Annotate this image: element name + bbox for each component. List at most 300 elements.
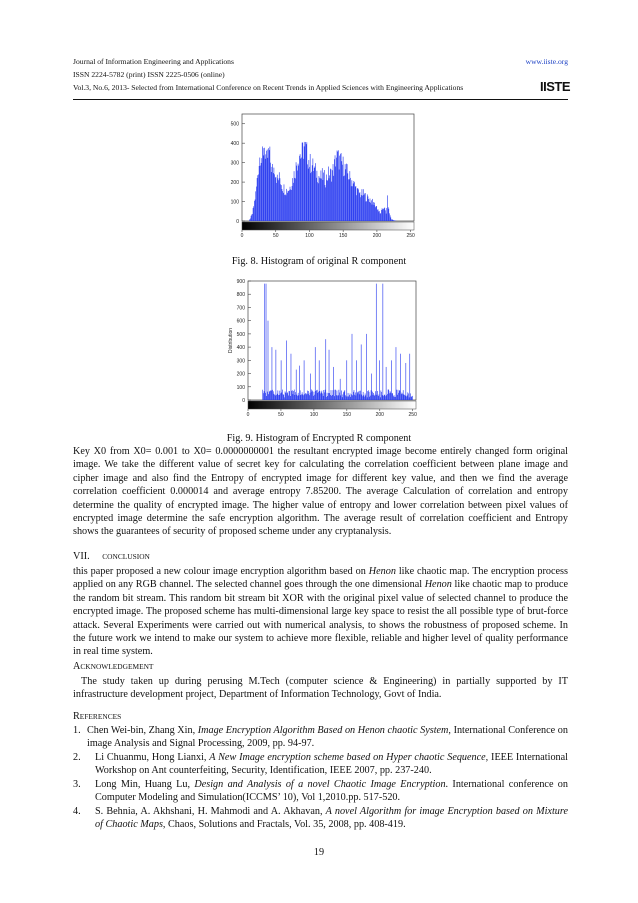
histogram-bar	[346, 164, 347, 221]
histogram-bar	[386, 214, 387, 221]
histogram-bar	[270, 163, 271, 221]
histogram-bar	[353, 183, 354, 221]
histogram-bar	[335, 390, 336, 400]
histogram-bar	[356, 186, 357, 221]
histogram-bar	[387, 394, 388, 400]
histogram-bar	[321, 392, 322, 400]
histogram-bar	[318, 183, 319, 221]
histogram-bar	[312, 165, 313, 221]
histogram-bar	[302, 142, 303, 221]
histogram-bar	[320, 393, 321, 400]
reference-item	[73, 778, 568, 805]
acknowledgement-heading	[73, 661, 153, 672]
histogram-bar	[292, 178, 293, 221]
histogram-bar	[395, 220, 396, 221]
histogram-bar	[367, 397, 368, 400]
conclusion-paragraph	[73, 565, 568, 659]
histogram-bar	[386, 208, 387, 221]
histogram-bar	[354, 395, 355, 400]
histogram-bar	[331, 396, 332, 400]
histogram-bar	[372, 205, 373, 221]
histogram-bar	[264, 391, 265, 400]
histogram-bar	[275, 178, 276, 221]
histogram-bar	[350, 178, 351, 221]
histogram-bar	[280, 184, 281, 221]
histogram-bar	[314, 395, 315, 400]
reference-text: S. Behnia, A. Akhshani, H. Mahmodi and A. Akhavan, A novel Algorithm for image Encryption based on Mixture of Chaotic Maps, Chaos, Solutions and Fractals, Vol. 35, 2008, pp. 408-419.	[95, 806, 568, 831]
histogram-bar	[299, 156, 300, 221]
histogram-bar	[278, 395, 279, 400]
histogram-bar	[287, 392, 288, 400]
histogram-bar	[381, 392, 382, 400]
histogram-bar	[362, 396, 363, 400]
acknowledgement-text: The study taken up during perusing M.Tech (computer science & Engineering) in partially supported by IT infrastructure development project, Department of Information Technology, Govt of India.	[73, 676, 568, 701]
x-tick-label: 50	[272, 233, 279, 239]
histogram-bar	[325, 339, 326, 400]
histogram-bar	[323, 180, 324, 221]
histogram-bar	[277, 394, 278, 400]
reference-text: Li Chuanmu, Hong Lianxi, A New Image encryption scheme based on Hyper chaotic Sequence, IEEE International Workshop on Ant counterfeiting, Security, Identification, IEEE 2007, pp. 237-240.	[95, 752, 568, 777]
histogram-bar	[322, 393, 323, 400]
histogram-bar	[407, 392, 408, 400]
histogram-bar	[295, 392, 296, 400]
histogram-bar	[310, 154, 311, 221]
histogram-bar	[302, 143, 303, 221]
histogram-bar	[346, 396, 347, 400]
histogram-bar	[333, 176, 334, 221]
histogram-bar	[316, 390, 317, 400]
histogram-bar	[371, 200, 372, 221]
histogram-bar	[336, 395, 337, 400]
histogram-bar	[263, 393, 264, 400]
conclusion-text-2: like chaotic map. The encryption process applied on any RGB channel. The selected channel goes through the one dimensional	[73, 566, 568, 591]
histogram-bar	[339, 390, 340, 400]
histogram-bar	[319, 176, 320, 221]
histogram-bar	[276, 350, 277, 400]
histogram-bar	[372, 392, 373, 400]
histogram-bar	[325, 390, 326, 400]
histogram-bar	[356, 360, 357, 400]
histogram-bar	[352, 180, 353, 221]
histogram-bar	[262, 390, 263, 400]
histogram-bar	[390, 391, 391, 400]
histogram-bar	[271, 172, 272, 221]
histogram-bar	[398, 390, 399, 400]
histogram-bar	[409, 354, 410, 400]
histogram-bar	[352, 334, 353, 400]
histogram-bar	[342, 165, 343, 221]
histogram-bar	[368, 196, 369, 221]
histogram-bar	[349, 395, 350, 400]
histogram-bar	[280, 178, 281, 221]
histogram-bar	[306, 393, 307, 400]
histogram-bar	[284, 195, 285, 221]
histogram-bar	[297, 171, 298, 221]
histogram-bar	[328, 393, 329, 400]
histogram-bar	[264, 155, 265, 221]
histogram-bar	[393, 220, 394, 221]
histogram-bar	[286, 189, 287, 221]
histogram-bar	[370, 203, 371, 221]
histogram-bar	[389, 213, 390, 221]
histogram-bar	[308, 394, 309, 400]
x-tick-label: 50	[278, 412, 284, 418]
histogram-bar	[257, 175, 258, 221]
histogram-bar	[365, 395, 366, 400]
histogram-bar	[342, 397, 343, 400]
section-title: CONCLUSION	[102, 552, 150, 561]
histogram-bar	[335, 166, 336, 221]
histogram-bar	[292, 186, 293, 221]
histogram-bar	[366, 334, 367, 400]
histogram-bar	[378, 209, 379, 221]
histogram-bar	[299, 395, 300, 400]
histogram-bar	[323, 396, 324, 400]
histogram-bar	[310, 374, 311, 400]
histogram-bar	[354, 181, 355, 221]
histogram-bar	[288, 395, 289, 400]
histogram-bar	[390, 215, 391, 221]
histogram-bar	[267, 150, 268, 221]
histogram-bar	[323, 173, 324, 221]
histogram-bar	[281, 185, 282, 221]
histogram-bar	[272, 347, 273, 400]
histogram-bar	[350, 393, 351, 400]
histogram-bar	[403, 390, 404, 400]
histogram-bar	[383, 209, 384, 221]
histogram-bar	[359, 193, 360, 221]
histogram-bar	[293, 183, 294, 221]
histogram-bar	[272, 390, 273, 400]
histogram-bar	[360, 391, 361, 400]
histogram-bar	[298, 393, 299, 400]
reference-number: 2.	[73, 752, 81, 763]
histogram-bar	[332, 170, 333, 221]
histogram-bar	[313, 171, 314, 221]
histogram-bar	[260, 166, 261, 221]
histogram-bar	[301, 158, 302, 221]
histogram-bar	[354, 390, 355, 400]
histogram-bar	[285, 391, 286, 400]
histogram-bar	[285, 195, 286, 221]
histogram-bar	[356, 195, 357, 221]
histogram-bar	[393, 220, 394, 221]
conclusion-text-1: this paper proposed a new colour image encryption algorithm based on	[73, 566, 369, 577]
histogram-bar	[367, 391, 368, 400]
histogram-bar	[326, 175, 327, 221]
figure-8-histogram	[228, 110, 418, 245]
volume: Vol.3, No.6, 2013- Selected from International Conference on Recent Trends in Applied Sciences with Engineering Applications	[73, 83, 464, 92]
journal-url[interactable]: www.iiste.org	[525, 57, 568, 66]
histogram-bar	[375, 395, 376, 400]
histogram-bar	[304, 146, 305, 221]
histogram-bar	[329, 178, 330, 221]
histogram-bar	[338, 395, 339, 400]
histogram-bar	[281, 360, 282, 400]
histogram-bar	[344, 391, 345, 400]
histogram-bar	[264, 148, 265, 221]
histogram-bar	[284, 397, 285, 400]
histogram-bar	[366, 201, 367, 221]
histogram-bar	[302, 392, 303, 400]
histogram-bar	[307, 164, 308, 221]
histogram-bar	[318, 392, 319, 400]
histogram-bar	[381, 390, 382, 400]
histogram-bar	[369, 392, 370, 400]
histogram-bar	[376, 284, 377, 400]
histogram-bar	[258, 174, 259, 221]
histogram-bar	[308, 391, 309, 400]
histogram-bar	[291, 391, 292, 400]
histogram-bar	[255, 191, 256, 221]
histogram-bar	[279, 172, 280, 221]
histogram-bar	[337, 390, 338, 400]
histogram-bar	[371, 390, 372, 400]
histogram-bar	[253, 206, 254, 221]
figure-9-histogram	[226, 278, 420, 418]
histogram-bar	[344, 176, 345, 221]
histogram-bar	[362, 189, 363, 221]
histogram-bar	[301, 395, 302, 400]
conclusion-text-3: like chaotic map to produce the random bit stream. This random bit stream bit XOR with the original pixel value of selected channel to produce the encrypted image. The proposed scheme has multi-dimensional large key space to resist the all possible type of brut-force attack. Several Experiments were carried out with numerical analysis, to shows the robustness of proposed scheme. In the future work we intend to make our system to achieve more flexible, reliable and higher level of quality performance in real time system.	[73, 579, 568, 658]
histogram-bar	[302, 394, 303, 400]
histogram-bar	[404, 394, 405, 400]
histogram-bar	[294, 178, 295, 221]
histogram-bar	[359, 391, 360, 400]
histogram-bar	[378, 396, 379, 400]
histogram-bar	[385, 396, 386, 400]
x-tick-label: 150	[339, 233, 348, 239]
x-tick-label: 250	[406, 233, 415, 239]
iiste-logo: IISTE	[540, 79, 571, 94]
histogram-bar	[335, 155, 336, 221]
results-paragraph	[73, 445, 568, 539]
section-number: VII.	[73, 551, 90, 562]
histogram-bar	[299, 366, 300, 400]
reference-item	[73, 805, 568, 832]
histogram-bar	[306, 394, 307, 400]
histogram-bar	[272, 164, 273, 221]
histogram-bar	[379, 360, 380, 400]
histogram-bar	[268, 158, 269, 221]
histogram-bar	[295, 178, 296, 221]
histogram-bar	[380, 213, 381, 221]
histogram-bar	[303, 159, 304, 221]
histogram-bar	[257, 178, 258, 221]
histogram-bar	[275, 395, 276, 400]
histogram-bar	[330, 169, 331, 221]
histogram-bar	[373, 393, 374, 400]
histogram-bar	[381, 210, 382, 221]
histogram-bar	[303, 395, 304, 400]
histogram-bar	[311, 389, 312, 400]
x-tick-label: 0	[240, 233, 244, 239]
histogram-bar	[341, 390, 342, 400]
histogram-bar	[268, 394, 269, 400]
heading-initial: R	[73, 711, 80, 722]
results-text: Key X0 from X0= 0.001 to X0= 0.0000000001 the resultant encrypted image become entirely changed form original image. We take the different value of secret key for calculating the correlation coefficient between plane image and cipher image and also find the Entropy of encrypted image for different key value, and then we find the average correlation coefficient 0.000014 and average entropy 7.85200. The average Calculation of correlation and entropy determine the quality of encrypted image. The higher value of entropy and lower correlation between pixel values of encrypted image determine the safe encryption algorithm. The average result of correlation coefficient and Entropy shows the guarantees of security of proposed scheme under any cryptanalysis.	[73, 446, 568, 538]
histogram-bar	[351, 186, 352, 221]
histogram-bar	[393, 396, 394, 400]
histogram-bar	[310, 393, 311, 400]
histogram-bar	[313, 158, 314, 221]
histogram-bar	[283, 394, 284, 400]
histogram-bar	[345, 395, 346, 400]
histogram-bar	[343, 157, 344, 221]
histogram-bar	[315, 163, 316, 221]
histogram-bar	[334, 396, 335, 400]
histogram-bar	[305, 393, 306, 400]
histogram-bar	[336, 158, 337, 221]
acknowledgement-paragraph	[73, 675, 568, 702]
histogram-bar	[327, 396, 328, 400]
histogram-bar	[398, 393, 399, 400]
histogram-bar	[345, 164, 346, 221]
histogram-bar	[357, 392, 358, 400]
histogram-bar	[395, 397, 396, 400]
histogram-bar	[364, 195, 365, 221]
histogram-bar	[298, 164, 299, 221]
histogram-bar	[264, 284, 265, 400]
histogram-bar	[307, 391, 308, 400]
histogram-bar	[355, 392, 356, 400]
histogram-bar	[382, 208, 383, 221]
histogram-bar	[384, 395, 385, 400]
histogram-bar	[307, 142, 308, 221]
histogram-bar	[341, 395, 342, 400]
histogram-bar	[361, 195, 362, 221]
histogram-bar	[365, 393, 366, 400]
histogram-bar	[360, 192, 361, 221]
histogram-bar	[268, 321, 269, 400]
histogram-bar	[333, 390, 334, 400]
histogram-bar	[309, 167, 310, 221]
histogram-bar	[345, 169, 346, 221]
x-tick-label: 250	[408, 412, 417, 418]
histogram-bar	[280, 393, 281, 400]
histogram-bar	[291, 354, 292, 400]
y-tick-label: 0	[236, 219, 239, 225]
histogram-bar	[355, 187, 356, 221]
histogram-bar	[329, 393, 330, 400]
histogram-bar	[388, 390, 389, 400]
histogram-bar	[327, 181, 328, 221]
histogram-bar	[397, 395, 398, 400]
gray-level-bar	[242, 222, 414, 230]
histogram-bar	[324, 392, 325, 400]
x-tick-label: 200	[372, 233, 382, 239]
histogram-bar	[261, 158, 262, 221]
henon-term: Henon	[424, 579, 452, 591]
histogram-bar	[333, 367, 334, 400]
histogram-bar	[327, 393, 328, 400]
histogram-bar	[318, 393, 319, 400]
histogram-bar	[309, 395, 310, 400]
histogram-bar	[250, 218, 251, 221]
histogram-bar	[358, 188, 359, 221]
histogram-bar	[278, 178, 279, 221]
figure-9-caption: Fig. 9. Histogram of Encrypted R component	[226, 433, 412, 444]
henon-term: Henon	[368, 566, 396, 577]
reference-number: 4.	[73, 806, 81, 817]
histogram-bar	[343, 392, 344, 400]
y-axis-label: Distribution	[228, 327, 234, 354]
histogram-bar	[313, 396, 314, 400]
histogram-bar	[329, 350, 330, 400]
histogram-bar	[304, 142, 305, 221]
histogram-bar	[352, 186, 353, 221]
histogram-bar	[329, 175, 330, 221]
histogram-bar	[291, 190, 292, 221]
histogram-bar	[296, 162, 297, 221]
histogram-bar	[270, 390, 271, 400]
x-tick-label: 150	[342, 412, 351, 418]
histogram-bar	[374, 205, 375, 221]
histogram-bar	[306, 144, 307, 221]
histogram-bar	[391, 360, 392, 400]
histogram-bar	[369, 397, 370, 400]
histogram-bar	[339, 156, 340, 221]
histogram-bar	[374, 203, 375, 221]
histogram-bar	[316, 178, 317, 221]
histogram-bar	[277, 175, 278, 221]
histogram-bar	[288, 191, 289, 221]
histogram-bar	[344, 390, 345, 400]
histogram-bar	[410, 393, 411, 400]
histogram-bar	[270, 147, 271, 221]
histogram-bar	[405, 396, 406, 400]
issn: ISSN 2224-5782 (print) ISSN 2225-0506 (online)	[73, 70, 225, 79]
x-tick-label: 200	[375, 412, 384, 418]
histogram-bar	[343, 176, 344, 221]
histogram-bar	[283, 193, 284, 221]
conclusion-heading	[73, 551, 150, 562]
histogram-bar	[392, 219, 393, 221]
histogram-bar	[282, 390, 283, 400]
histogram-bar	[317, 390, 318, 400]
histogram-bar	[375, 391, 376, 400]
histogram-bar	[315, 347, 316, 400]
histogram-bar	[322, 391, 323, 400]
histogram-bar	[372, 199, 373, 221]
histogram-bar	[337, 150, 338, 221]
histogram-bar	[350, 171, 351, 221]
histogram-bar	[301, 394, 302, 400]
histogram-bar	[255, 200, 256, 221]
header-rule	[73, 99, 568, 100]
x-tick-label: 0	[246, 412, 250, 418]
histogram-bar	[360, 197, 361, 221]
histogram-bar	[406, 363, 407, 400]
histogram-bar	[267, 392, 268, 400]
histogram-bar	[298, 166, 299, 221]
histogram-bar	[347, 396, 348, 400]
histogram-bar	[287, 393, 288, 400]
histogram-bar	[340, 379, 341, 400]
histogram-bar	[290, 187, 291, 221]
histogram-bar	[251, 215, 252, 221]
reference-text: Chen Wei-bin, Zhang Xin, Image Encryption Algorithm Based on Henon chaotic System, International Conference on image Analysis and Signal Processing, 2009, pp. 94-97.	[87, 725, 568, 750]
histogram-bar	[274, 394, 275, 400]
histogram-bar	[402, 394, 403, 400]
histogram-bar	[315, 166, 316, 221]
y-tick-label: 200	[230, 180, 239, 187]
histogram-bar	[249, 219, 250, 221]
histogram-bar	[294, 171, 295, 221]
page-number: 19	[313, 847, 325, 858]
histogram-bar	[256, 187, 257, 221]
histogram-bar	[300, 159, 301, 221]
